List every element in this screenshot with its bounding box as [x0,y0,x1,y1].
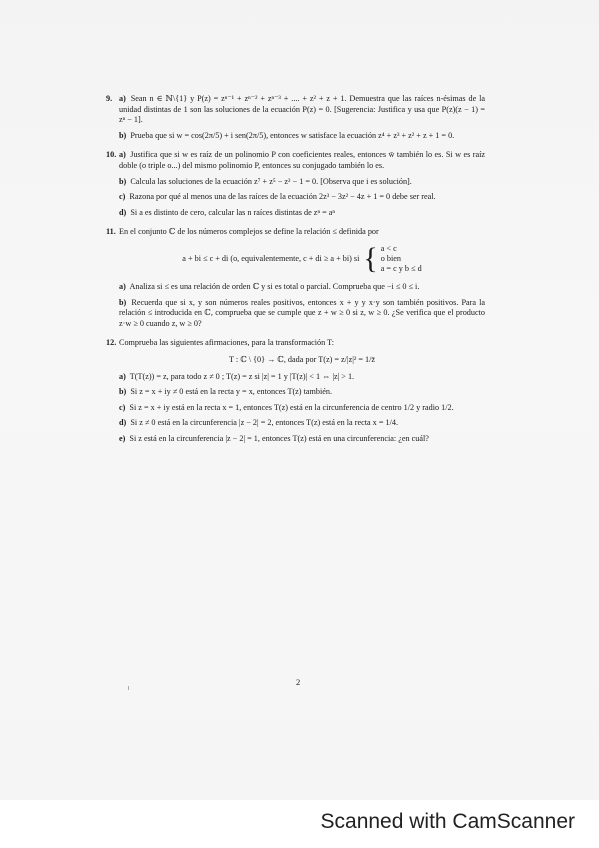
problem-9 [106,94,486,141]
relation-case: a < c [380,243,397,253]
part-text: T(T(z)) = z, para todo z ≠ 0 ; T(z) = z si |z| = 1 y |T(z)| < 1 ⇔ |z| > 1. [129,371,355,381]
part-label: c) [119,402,126,412]
part-label: d) [119,207,127,217]
part-text: Analiza si ≤ es una relación de orden ℂ y si es total o parcial. Comprueba que −i ≤ 0 ≤ i. [129,281,420,291]
problem-12-part-d [119,418,485,429]
problem-number: 9. [106,94,113,103]
problem-10-part-d [119,208,485,219]
problem-12-part-c [119,403,485,414]
scanner-watermark: Scanned with CamScanner [320,810,575,833]
relation-case: a = c y b ≤ d [380,263,422,273]
scan-artifact [128,686,129,690]
problem-number: 12. [106,338,117,348]
problem-9-part-b [119,131,485,142]
problem-10-part-c [119,192,485,203]
problem-12-part-a [119,372,485,383]
problem-12-intro: Comprueba las siguientes afirmaciones, para la transformación T: [119,338,334,348]
problem-11-part-b [119,298,485,330]
part-label: b) [119,130,127,140]
problem-12 [106,338,485,444]
part-text: Si a es distinto de cero, calcular las n raíces distintas de zⁿ = aⁿ [130,207,335,217]
problem-11-intro: En el conjunto ℂ de los números complejos se define la relación ≤ definida por [119,227,379,237]
relation-cases [381,244,422,274]
problem-number: 10. [106,150,117,160]
relation-case: o bien [380,253,401,263]
problem-number: 11. [106,227,116,237]
problem-11 [106,227,485,329]
part-label: e) [119,433,126,443]
part-label: a) [119,371,126,381]
part-text: Recuerda que si x, y son números reales positivos, entonces x + y y x·y son también positivos. Para la relación ≤ introducida en ℂ, comprueba que se cumple que z + w ≥ 0 si z, w ≥ 0. ¿Se verifica que el producto z·w ≥ 0 cuando z, w ≥ 0? [119,297,485,328]
part-label: b) [119,387,127,397]
page-number: 2 [296,677,301,687]
order-relation-definition [119,241,485,275]
part-text: Calcula las soluciones de la ecuación z⁷ + z⁵ − z² − 1 = 0. [Observa que i es solución]. [130,176,412,186]
problem-list [106,94,486,453]
part-label: c) [119,192,126,202]
problem-10-part-a [119,150,485,171]
part-label: a) [119,94,126,103]
problem-12-part-b [119,387,485,398]
problem-10 [106,150,486,218]
transformation-formula: T : ℂ \ {0} → ℂ, dada por T(z) = z/|z|² = 1/z̄ [228,354,376,364]
problem-12-part-e [119,434,485,445]
part-label: b) [119,297,127,307]
part-text: Justifica que si w es raíz de un polinomio P con coeficientes reales, entonces w̄ también lo es. Si w es raíz doble (o triple o...) del mismo polinomio P, entonces su conjugado también lo es. [119,150,486,170]
part-label: b) [119,176,127,186]
part-label: a) [119,281,126,291]
relation-condition: a + bi ≤ c + di (o, equivalentemente, c + di ≥ a + bi) si [182,253,360,263]
problem-9-part-a [119,94,485,126]
part-text: Prueba que si w = cos(2π/5) + i sen(2π/5), entonces w satisface la ecuación z⁴ + z³ + z² + z + 1 = 0. [130,130,455,140]
part-text: Si z = x + iy ≠ 0 está en la recta y = x, entonces T(z) también. [130,387,332,397]
part-label: d) [119,418,127,428]
part-text: Razona por qué al menos una de las raíces de la ecuación 2z³ − 3z² − 4z + 1 = 0 debe ser real. [129,192,436,202]
problem-10-part-b [119,177,485,188]
part-label: a) [119,150,126,160]
part-text: Si z está en la circunferencia |z − 2| = 1, entonces T(z) está en una circunferencia: ¿en cuál? [129,433,429,443]
part-text: Si z ≠ 0 está en la circunferencia |z − 2| = 2, entonces T(z) está en la recta x = 1/4. [130,418,398,428]
left-brace: { [363,241,378,275]
problem-11-part-a [119,282,485,293]
part-text: Si z = x + iy está en la recta x = 1, entonces T(z) está en la circunferencia de centro 1/2 y radio 1/2. [129,402,454,412]
part-text: Sean n ∈ ℕ\{1} y P(z) = zⁿ⁻¹ + zⁿ⁻² + zⁿ⁻³ + .... + z² + z + 1. Demuestra que las raíces n-ésimas de la unidad distintas de 1 son las soluciones de la ecuación P(z) = 0. [Sugerencia: Justifica y usa que P(z)(z − 1) = zⁿ − 1]. [119,94,486,125]
